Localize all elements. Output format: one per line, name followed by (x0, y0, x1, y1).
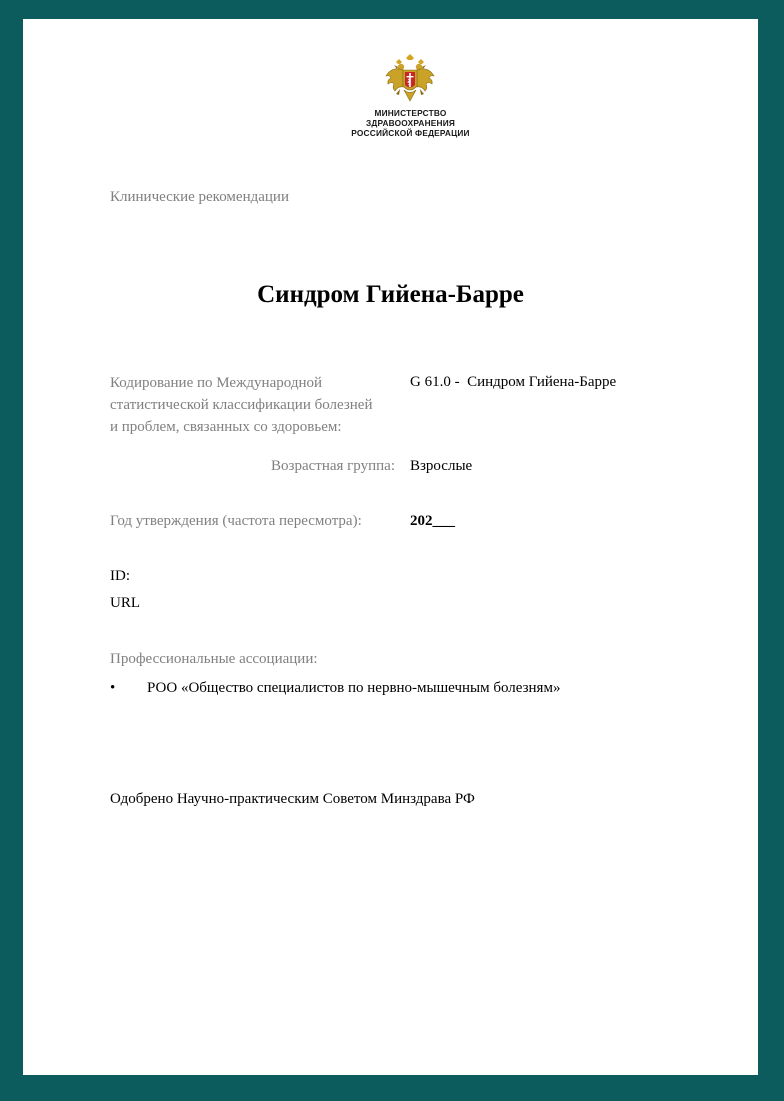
document-page (23, 19, 758, 1075)
associations-label: Профессиональные ассоциации: (110, 651, 318, 667)
icd-label-line-3: и проблем, связанных со здоровьем: (110, 419, 342, 435)
document-type: Клинические рекомендации (110, 189, 289, 205)
approval-year-label: Год утверждения (частота пересмотра): (110, 513, 362, 529)
ministry-line-1: МИНИСТЕРСТВО (374, 108, 447, 118)
approval-year-value: 202___ (410, 513, 455, 529)
document-title: Синдром Гийена-Барре (257, 281, 524, 308)
associations-list (110, 678, 560, 699)
url-label: URL (110, 595, 140, 611)
icd-value: G 61.0 - Синдром Гийена-Барре (410, 374, 617, 390)
age-group-label: Возрастная группа: (271, 458, 395, 474)
russian-double-headed-eagle-emblem-icon (382, 54, 438, 104)
association-name: РОО «Общество специалистов по нервно-мышечным болезням» (147, 680, 561, 696)
approval-note: Одобрено Научно-практическим Советом Минздрава РФ (110, 791, 475, 807)
icd-label-line-1: Кодирование по Международной (110, 375, 322, 391)
ministry-name (293, 108, 528, 138)
age-group-value: Взрослые (410, 458, 473, 474)
id-label: ID: (110, 568, 130, 584)
ministry-line-2: ЗДРАВООХРАНЕНИЯ (365, 118, 456, 128)
ministry-line-3: РОССИЙСКОЙ ФЕДЕРАЦИИ (351, 128, 470, 138)
icd-label (110, 372, 373, 438)
list-item (110, 678, 560, 699)
bullet-icon: • (110, 680, 116, 696)
icd-label-line-2: статистической классификации болезней (110, 397, 373, 413)
